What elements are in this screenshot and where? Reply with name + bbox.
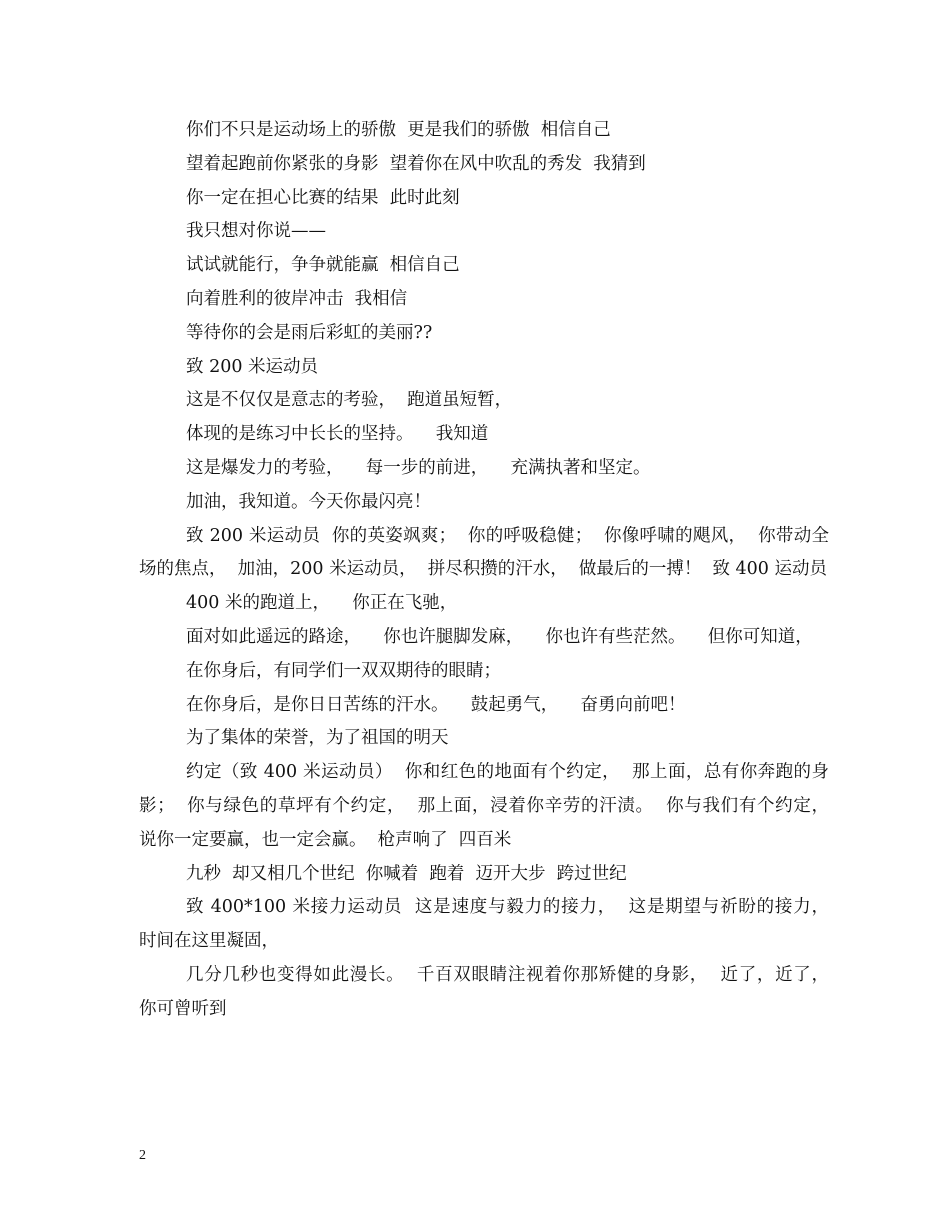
- paragraph-1: 你们不只是运动场上的骄傲 更是我们的骄傲 相信自己: [186, 120, 611, 140]
- paragraph-20: 九秒 却又相几个世纪 你喊着 跑着 迈开大步 跨过世纪: [186, 863, 627, 884]
- paragraph-12: 加油，我知道。今天你最闪亮！: [186, 491, 431, 512]
- paragraph-15: 面对如此遥远的路途， 你也许腿脚发麻， 你也许有些茫然。 但你可知道，: [186, 626, 813, 647]
- paragraph-16: 在你身后，有同学们一双双期待的眼睛；: [186, 660, 501, 681]
- paragraph-2: 望着起跑前你紧张的身影 望着你在风中吹乱的秀发 我猜到: [186, 153, 646, 174]
- paragraph-10: 体现的是练习中长长的坚持。 我知道: [186, 424, 489, 445]
- paragraph-8: 致 200 米运动员: [186, 356, 319, 377]
- document-body: [139, 114, 841, 1027]
- paragraph-18: 为了集体的荣誉，为了祖国的明天: [186, 728, 449, 749]
- paragraph-13: 致 200 米运动员 你的英姿飒爽； 你的呼吸稳健； 你像呼啸的飓风， 你带动全场的焦点， 加油，200 米运动员， 拼尽积攒的汗水， 做最后的一搏！ 致 400 运动员: [139, 525, 829, 580]
- paragraph-6: 向着胜利的彼岸冲击 我相信: [186, 288, 408, 309]
- page-number: 2: [139, 1148, 146, 1163]
- paragraph-19: 约定（致 400 米运动员） 你和红色的地面有个约定， 那上面，总有你奔跑的身影； 你与绿色的草坪有个约定， 那上面，浸着你辛劳的汗渍。 你与我们有个约定， 说你一定要赢，也一定会赢。 枪声响了 四百米: [139, 762, 841, 850]
- paragraph-21: 致 400*100 米接力运动员 这是速度与毅力的接力， 这是期望与祈盼的接力， 时间在这里凝固，: [139, 897, 841, 952]
- paragraph-22: 几分几秒也变得如此漫长。 千百双眼睛注视着你那矫健的身影， 近了，近了， 你可曾听到: [139, 964, 841, 1019]
- paragraph-3: 你一定在担心比赛的结果 此时此刻: [186, 187, 460, 208]
- paragraph-9: 这是不仅仅是意志的考验， 跑道虽短暂，: [186, 390, 513, 411]
- paragraph-5: 试试就能行，争争就能赢 相信自己: [186, 255, 460, 276]
- paragraph-7: 等待你的会是雨后彩虹的美丽??: [186, 322, 433, 343]
- paragraph-4: 我只想对你说——: [186, 221, 326, 242]
- paragraph-11: 这是爆发力的考验， 每一步的前进， 充满执著和坚定。: [186, 457, 651, 478]
- paragraph-14: 400 米的跑道上， 你正在飞驰，: [186, 593, 458, 614]
- paragraph-17: 在你身后，是你日日苦练的汗水。 鼓起勇气， 奋勇向前吧！: [186, 694, 686, 715]
